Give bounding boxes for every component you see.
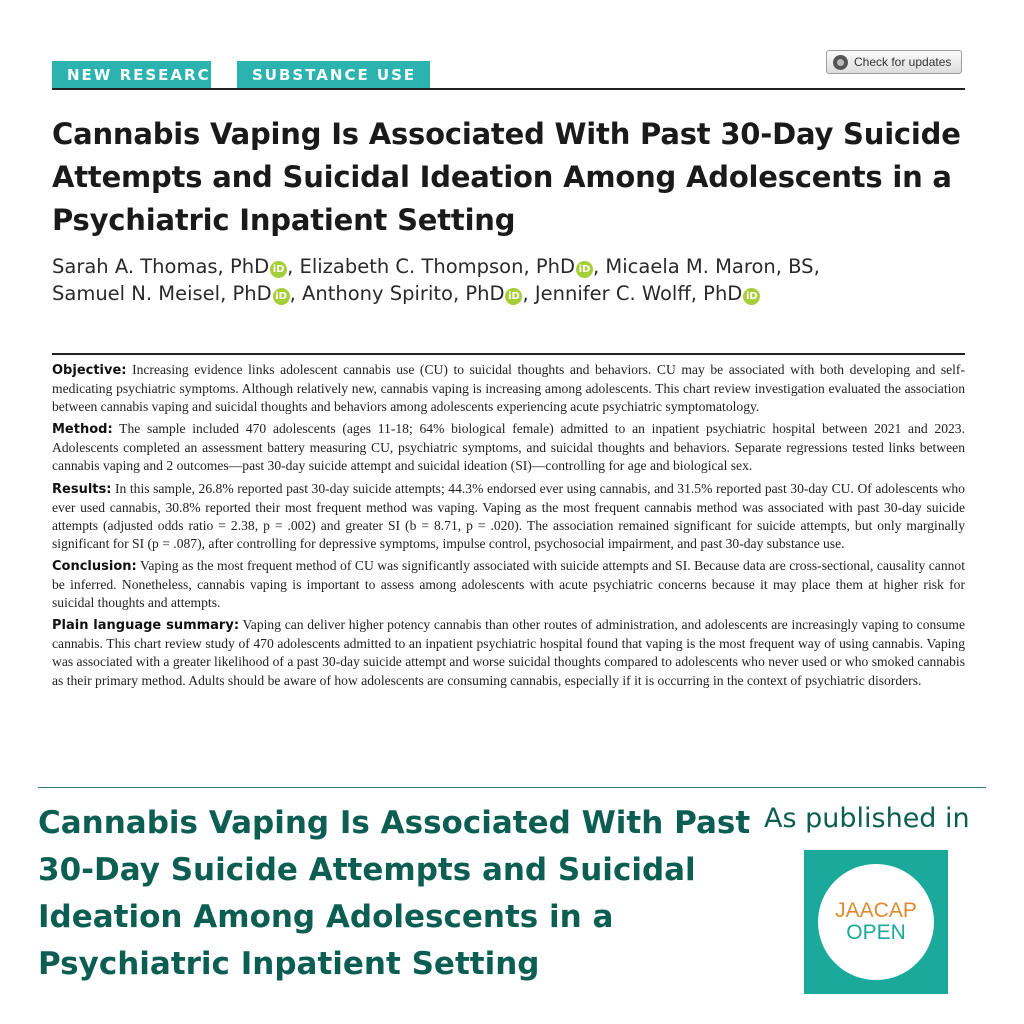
orcid-icon[interactable]: iD — [505, 288, 522, 305]
author-elizabeth-thompson[interactable]: Elizabeth C. Thompson, PhD iD , — [299, 255, 606, 278]
author-list — [52, 253, 972, 307]
summary-label: Plain language summary: — [52, 618, 240, 634]
author-samuel-meisel[interactable]: Samuel N. Meisel, PhD iD , — [52, 282, 303, 305]
results-text: In this sample, 26.8% reported past 30-day suicide attempts; 44.3% endorsed ever using cannabis, and 31.5% reported past 30-day CU. Of adolescents who ever used cannabis, 30.8% reported their most frequent method was vaping. Vaping as the most frequent cannabis method was associated with past 30-day suicide attempts (adjusted odds ratio = 2.38, p = .002) and greater SI (b = 8.71, p = .020). The association remained significant for suicide attempts, but only marginally significant for SI (p = .087), after controlling for depressive symptoms, impulse control, psychosocial impairment, and past 30-day substance use. — [52, 480, 965, 551]
author-micaela-maron[interactable]: Micaela M. Maron, BS, — [605, 255, 820, 278]
author-name: Jennifer C. Wolff, PhD — [534, 282, 743, 305]
author-anthony-spirito[interactable]: Anthony Spirito, PhD iD , — [302, 282, 535, 305]
tag-new-research[interactable]: NEW RESEARCH — [52, 61, 211, 88]
conclusion-label: Conclusion: — [52, 558, 137, 574]
article-tags — [52, 61, 430, 88]
author-name: Elizabeth C. Thompson, PhD — [299, 255, 575, 278]
check-for-updates-button[interactable] — [826, 50, 962, 74]
abstract-divider — [52, 353, 965, 355]
promo-title: Cannabis Vaping Is Associated With Past 30-Day Suicide Attempts and Suicidal Ideation Among Adolescents in a Psychiatric Inpatient Setting — [38, 805, 751, 982]
results-label: Results: — [52, 481, 112, 497]
summary-text: Vaping can deliver higher potency cannabis than other routes of administration, and adolescents are increasingly vaping to consume cannabis. This chart review study of 470 adolescents admitted to an inpatient psychiatric hospital found that vaping is the most frequent way of using cannabis. Vaping was associated with a greater likelihood of a past 30-day suicide attempt and worse suicidal thoughts compared to adolescents who never used or who smoked cannabis as their primary method. Adults should be aware of how adolescents are consuming cannabis, especially if it is occurring in the context of psychiatric disorders. — [52, 617, 965, 688]
promo-divider — [38, 787, 986, 788]
published-in-label: As published in — [764, 803, 970, 834]
article-title: Cannabis Vaping Is Associated With Past 30-Day Suicide Attempts and Suicidal Ideation Among Adolescents in a Psychiatric Inpatient Setting — [52, 117, 961, 237]
method-text: The sample included 470 adolescents (ages 11-18; 64% biological female) admitted to an inpatient psychiatric hospital between 2021 and 2023. Adolescents completed an assessment battery measuring CU, psychiatric symptoms, and suicidal thoughts and behaviors. Separate regressions tested links between cannabis vaping and 2 outcomes—past 30-day suicide attempt and suicidal ideation (SI)—controlling for age and biological sex. — [52, 421, 965, 474]
conclusion-text: Vaping as the most frequent method of CU was significantly associated with suicide attempts and SI. Because data are cross-sectional, causality cannot be inferred. Nonetheless, cannabis vaping is important to assess among adolescents with acute psychiatric concerns because it may place them at higher risk for suicidal thoughts and attempts. — [52, 557, 965, 611]
author-jennifer-wolff[interactable] — [535, 282, 760, 305]
abstract-plain-summary — [52, 616, 965, 689]
objective-text: Increasing evidence links adolescent cannabis use (CU) to suicidal thoughts and behaviors. CU may be associated with both developing and self-medicating psychiatric symptoms. Although relatively new, cannabis vaping is increasing among adolescents. This chart review investigation evaluated the association between cannabis vaping and suicidal thoughts and behaviors among adolescents experiencing acute psychiatric symptomatology. — [52, 362, 965, 415]
tag-substance-use[interactable]: SUBSTANCE USE — [237, 61, 430, 88]
journal-logo — [804, 850, 948, 994]
author-name: Micaela M. Maron, BS — [605, 255, 814, 278]
logo-circle — [818, 864, 934, 980]
abstract — [52, 361, 965, 694]
orcid-icon[interactable]: iD — [743, 288, 760, 305]
crossmark-icon — [833, 55, 848, 70]
method-label: Method: — [52, 422, 113, 438]
abstract-conclusion — [52, 557, 965, 612]
abstract-results — [52, 480, 965, 553]
abstract-method — [52, 420, 965, 475]
author-name: Anthony Spirito, PhD — [302, 282, 505, 305]
objective-label: Objective: — [52, 363, 127, 378]
author-name: Samuel N. Meisel, PhD — [52, 282, 272, 305]
orcid-icon[interactable]: iD — [273, 288, 290, 305]
abstract-objective — [52, 361, 965, 416]
author-sarah-thomas[interactable]: Sarah A. Thomas, PhD iD , — [52, 255, 300, 278]
logo-open-text: OPEN — [846, 921, 906, 944]
author-name: Sarah A. Thomas, PhD — [52, 255, 270, 278]
header-divider — [52, 88, 965, 90]
orcid-icon[interactable]: iD — [270, 261, 287, 278]
check-for-updates-label: Check for updates — [854, 55, 952, 69]
orcid-icon[interactable]: iD — [576, 261, 593, 278]
logo-jaacap-text: JAACAP — [835, 899, 917, 922]
